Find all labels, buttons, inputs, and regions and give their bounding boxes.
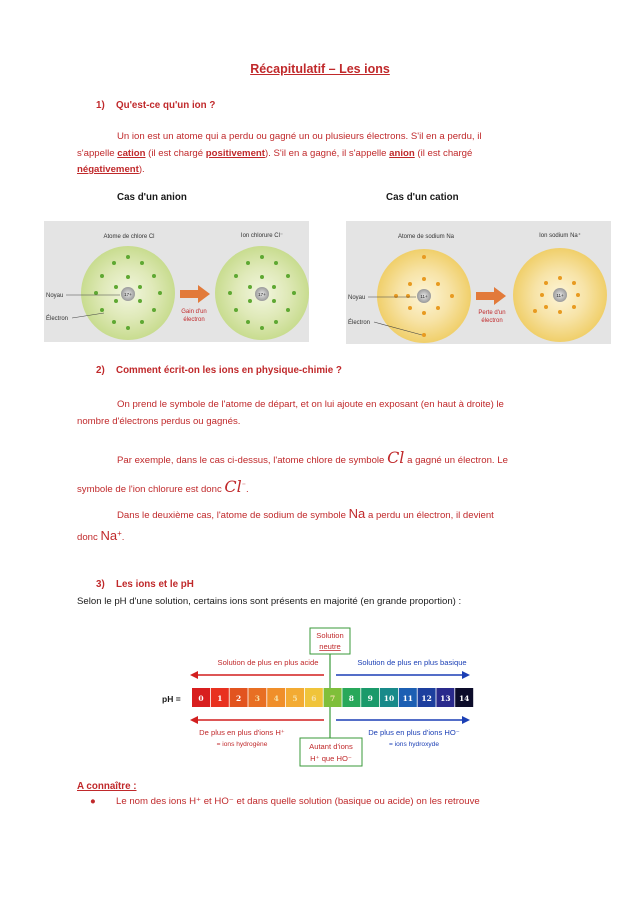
acid-label: Solution de plus en plus acide <box>217 658 319 667</box>
anion-figure <box>44 221 309 342</box>
neutral-label-1: Solution <box>316 631 344 640</box>
na-ion-symbol: Na <box>100 528 118 544</box>
h-arrow-icon <box>190 716 198 724</box>
ph-value-3: 3 <box>254 694 261 703</box>
na-ion-charge: + <box>117 529 122 538</box>
ho-label-1: De plus en plus d'ions HO⁻ <box>368 728 460 737</box>
ph-scale <box>150 625 490 770</box>
ph-value-14: 14 <box>458 694 470 703</box>
s1-line-3: négativement). <box>77 164 145 175</box>
section-1-number: 1) <box>96 100 105 111</box>
anion-arrow-label-2: électron <box>183 317 205 323</box>
acid-arrow-icon <box>190 671 198 679</box>
section-2-heading <box>96 365 342 376</box>
word-negativement: négativement <box>77 164 139 175</box>
h-label-1: De plus en plus d'ions H⁺ <box>199 728 285 737</box>
know-list-item <box>90 796 480 807</box>
cation-ion-charge: 11+ <box>556 293 564 298</box>
word-positivement: positivement <box>205 148 265 159</box>
ph-value-10: 10 <box>383 694 395 703</box>
neutral-label-2: neutre <box>319 642 341 651</box>
anion-atom-charge: 17+ <box>124 292 132 297</box>
caption-cation: Cas d'un cation <box>386 192 459 203</box>
page-title: Récapitulatif – Les ions <box>250 62 390 76</box>
ph-value-4: 4 <box>273 694 279 703</box>
equal-label-2: H⁺ que HO⁻ <box>310 754 352 763</box>
cation-atom-label: Atome de sodium Na <box>397 234 455 240</box>
s2-line-2: nombre d'électrons perdus ou gagnés. <box>77 416 241 427</box>
section-3-title: Les ions et le pH <box>116 579 194 590</box>
cl-ion-symbol: Cl <box>224 477 242 497</box>
cation-figure <box>346 221 611 344</box>
ph-value-1: 1 <box>217 694 223 703</box>
anion-arrow-label-1: Gain d'un <box>181 309 207 315</box>
ph-value-11: 11 <box>402 694 414 703</box>
know-item-text: Le nom des ions H⁺ et HO⁻ et dans quelle solution (basique ou acide) on les retrouve <box>116 796 480 807</box>
s3-line-1: Selon le pH d'une solution, certains ions sont présents en majorité (en grande proportion) : <box>77 596 462 607</box>
ph-value-12: 12 <box>421 694 432 703</box>
cl-symbol: Cl <box>387 448 405 467</box>
cation-ion-label: Ion sodium Na⁺ <box>539 233 581 239</box>
s1-line-2: s'appelle cation (il est chargé positivement). S'il en a gagné, il s'appelle anion (il est chargé <box>77 148 473 159</box>
anion-atom-label: Atome de chlore Cl <box>103 234 155 240</box>
basic-label: Solution de plus en plus basique <box>357 658 467 667</box>
na-symbol: Na <box>348 506 366 521</box>
section-3-number: 3) <box>96 579 105 590</box>
equal-label-1: Autant d'ions <box>309 742 353 751</box>
ph-value-9: 9 <box>367 694 373 703</box>
ph-value-5: 5 <box>292 694 298 703</box>
cl-ion-charge: ⁻ <box>241 481 247 490</box>
ho-arrow-icon <box>462 716 470 724</box>
cation-atom-charge: 11+ <box>420 294 428 299</box>
ph-value-0: 0 <box>198 694 204 703</box>
s2-line-6: donc Na+. <box>77 528 125 544</box>
word-cation: cation <box>117 148 146 159</box>
s2-line-1: On prend le symbole de l'atome de départ, et on lui ajoute en exposant (en haut à droite) le <box>117 399 504 410</box>
bullet-icon: ● <box>90 796 96 807</box>
word-anion: anion <box>389 148 415 159</box>
section-1-title: Qu'est-ce qu'un ion ? <box>116 100 216 111</box>
cation-electron-label: Électron <box>348 320 371 326</box>
caption-anion: Cas d'un anion <box>117 192 187 203</box>
ph-value-7: 7 <box>329 694 336 703</box>
ph-value-6: 6 <box>311 694 317 703</box>
cation-nucleus-label: Noyau <box>348 295 366 301</box>
s2-line-3: Par exemple, dans le cas ci-dessus, l'atome chlore de symbole Cl a gagné un électron. Le <box>117 448 508 467</box>
ph-label: pH = <box>162 694 181 704</box>
know-heading: A connaître : <box>77 781 137 792</box>
s1-line-1: Un ion est un atome qui a perdu ou gagné un ou plusieurs électrons. S'il en a perdu, il <box>117 131 482 142</box>
anion-electron-label: Électron <box>46 316 69 322</box>
anion-nucleus-label: Noyau <box>46 293 64 299</box>
section-3-heading <box>96 579 194 590</box>
cation-arrow-label-1: Perte d'un <box>478 310 506 316</box>
anion-ion-charge: 17+ <box>258 292 266 297</box>
s2-line-5: Dans le deuxième cas, l'atome de sodium de symbole Na a perdu un électron, il devient <box>117 506 494 521</box>
basic-arrow-icon <box>462 671 470 679</box>
section-1-heading <box>96 100 215 111</box>
ph-value-8: 8 <box>348 694 355 703</box>
section-2-number: 2) <box>96 365 105 376</box>
ph-value-2: 2 <box>235 694 242 703</box>
cation-arrow-label-2: électron <box>481 318 503 324</box>
ph-value-13: 13 <box>440 694 451 703</box>
section-2-title: Comment écrit-on les ions en physique-chimie ? <box>116 365 342 376</box>
ho-label-2: = ions hydroxyde <box>388 741 440 748</box>
s2-line-4: symbole de l'ion chlorure est donc Cl⁻. <box>77 477 249 497</box>
anion-ion-label: Ion chlorure Cl⁻ <box>240 233 284 239</box>
h-label-2: = ions hydrogène <box>216 741 268 748</box>
